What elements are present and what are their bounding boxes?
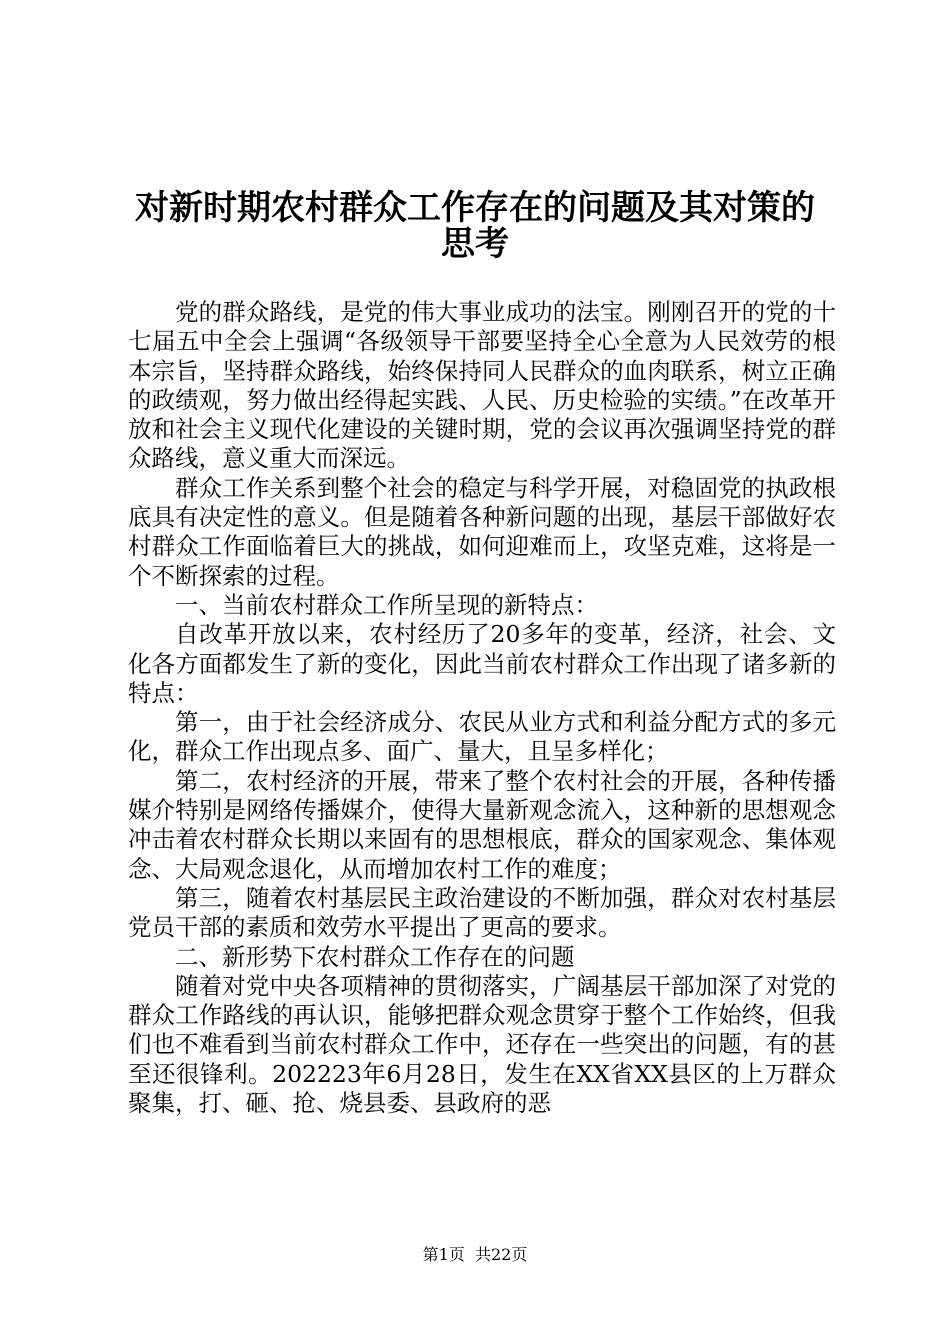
document-title-line-2: 思考: [441, 224, 509, 264]
paragraph: 党的群众路线，是党的伟大事业成功的法宝。刚刚召开的党的十七届五中全会上强调“各级领导干部要坚持全心全意为人民效劳的根本宗旨，坚持群众路线，始终保持同人民群众的血肉联系，树立正确的政绩观，努力做出经得起实践、人民、历史检验的实绩。”在改革开放和社会主义现代化建设的关键时期，党的会议再次强调坚持党的群众路线，意义重大而深远。: [128, 298, 836, 473]
paragraph: 群众工作关系到整个社会的稳定与科学开展，对稳固党的执政根底具有决定性的意义。但是随着各种新问题的出现，基层干部做好农村群众工作面临着巨大的挑战，如何迎难而上，攻坚克难，这将是一个不断探索的过程。: [128, 473, 836, 590]
document-title-line-1: 对新时期农村群众工作存在的问题及其对策的: [135, 188, 815, 228]
section-heading: 一、当前农村群众工作所呈现的新特点：: [175, 590, 598, 619]
section-heading: 二、新形势下农村群众工作存在的问题: [175, 942, 575, 971]
paragraph: 第三，随着农村基层民主政治建设的不断加强，群众对农村基层党员干部的素质和效劳水平提出了更高的要求。: [128, 883, 836, 942]
page-footer: [0, 1245, 950, 1265]
paragraph: 第二，农村经济的开展，带来了整个农村社会的开展，各种传播媒介特别是网络传播媒介，使得大量新观念流入，这种新的思想观念冲击着农村群众长期以来固有的思想根底，群众的国家观念、集体观念、大局观念退化，从而增加农村工作的难度；: [128, 766, 836, 883]
page-number: 第1页 共22页: [422, 1245, 528, 1264]
paragraph: 自改革开放以来，农村经历了20多年的变革，经济，社会、文化各方面都发生了新的变化，因此当前农村群众工作出现了诸多新的特点：: [128, 620, 836, 707]
paragraph: 随着对党中央各项精神的贯彻落实，广阔基层干部加深了对党的群众工作路线的再认识，能够把群众观念贯穿于整个工作始终，但我们也不难看到当前农村群众工作中，还存在一些突出的问题，有的甚至还很锋利。202223年6月28日，发生在XX省XX县区的上万群众聚集，打、砸、抢、烧县委、县政府的恶: [128, 971, 836, 1118]
paragraph: 第一，由于社会经济成分、农民从业方式和利益分配方式的多元化，群众工作出现点多、面广、量大，且呈多样化；: [128, 708, 836, 766]
document-body: [128, 298, 836, 1118]
